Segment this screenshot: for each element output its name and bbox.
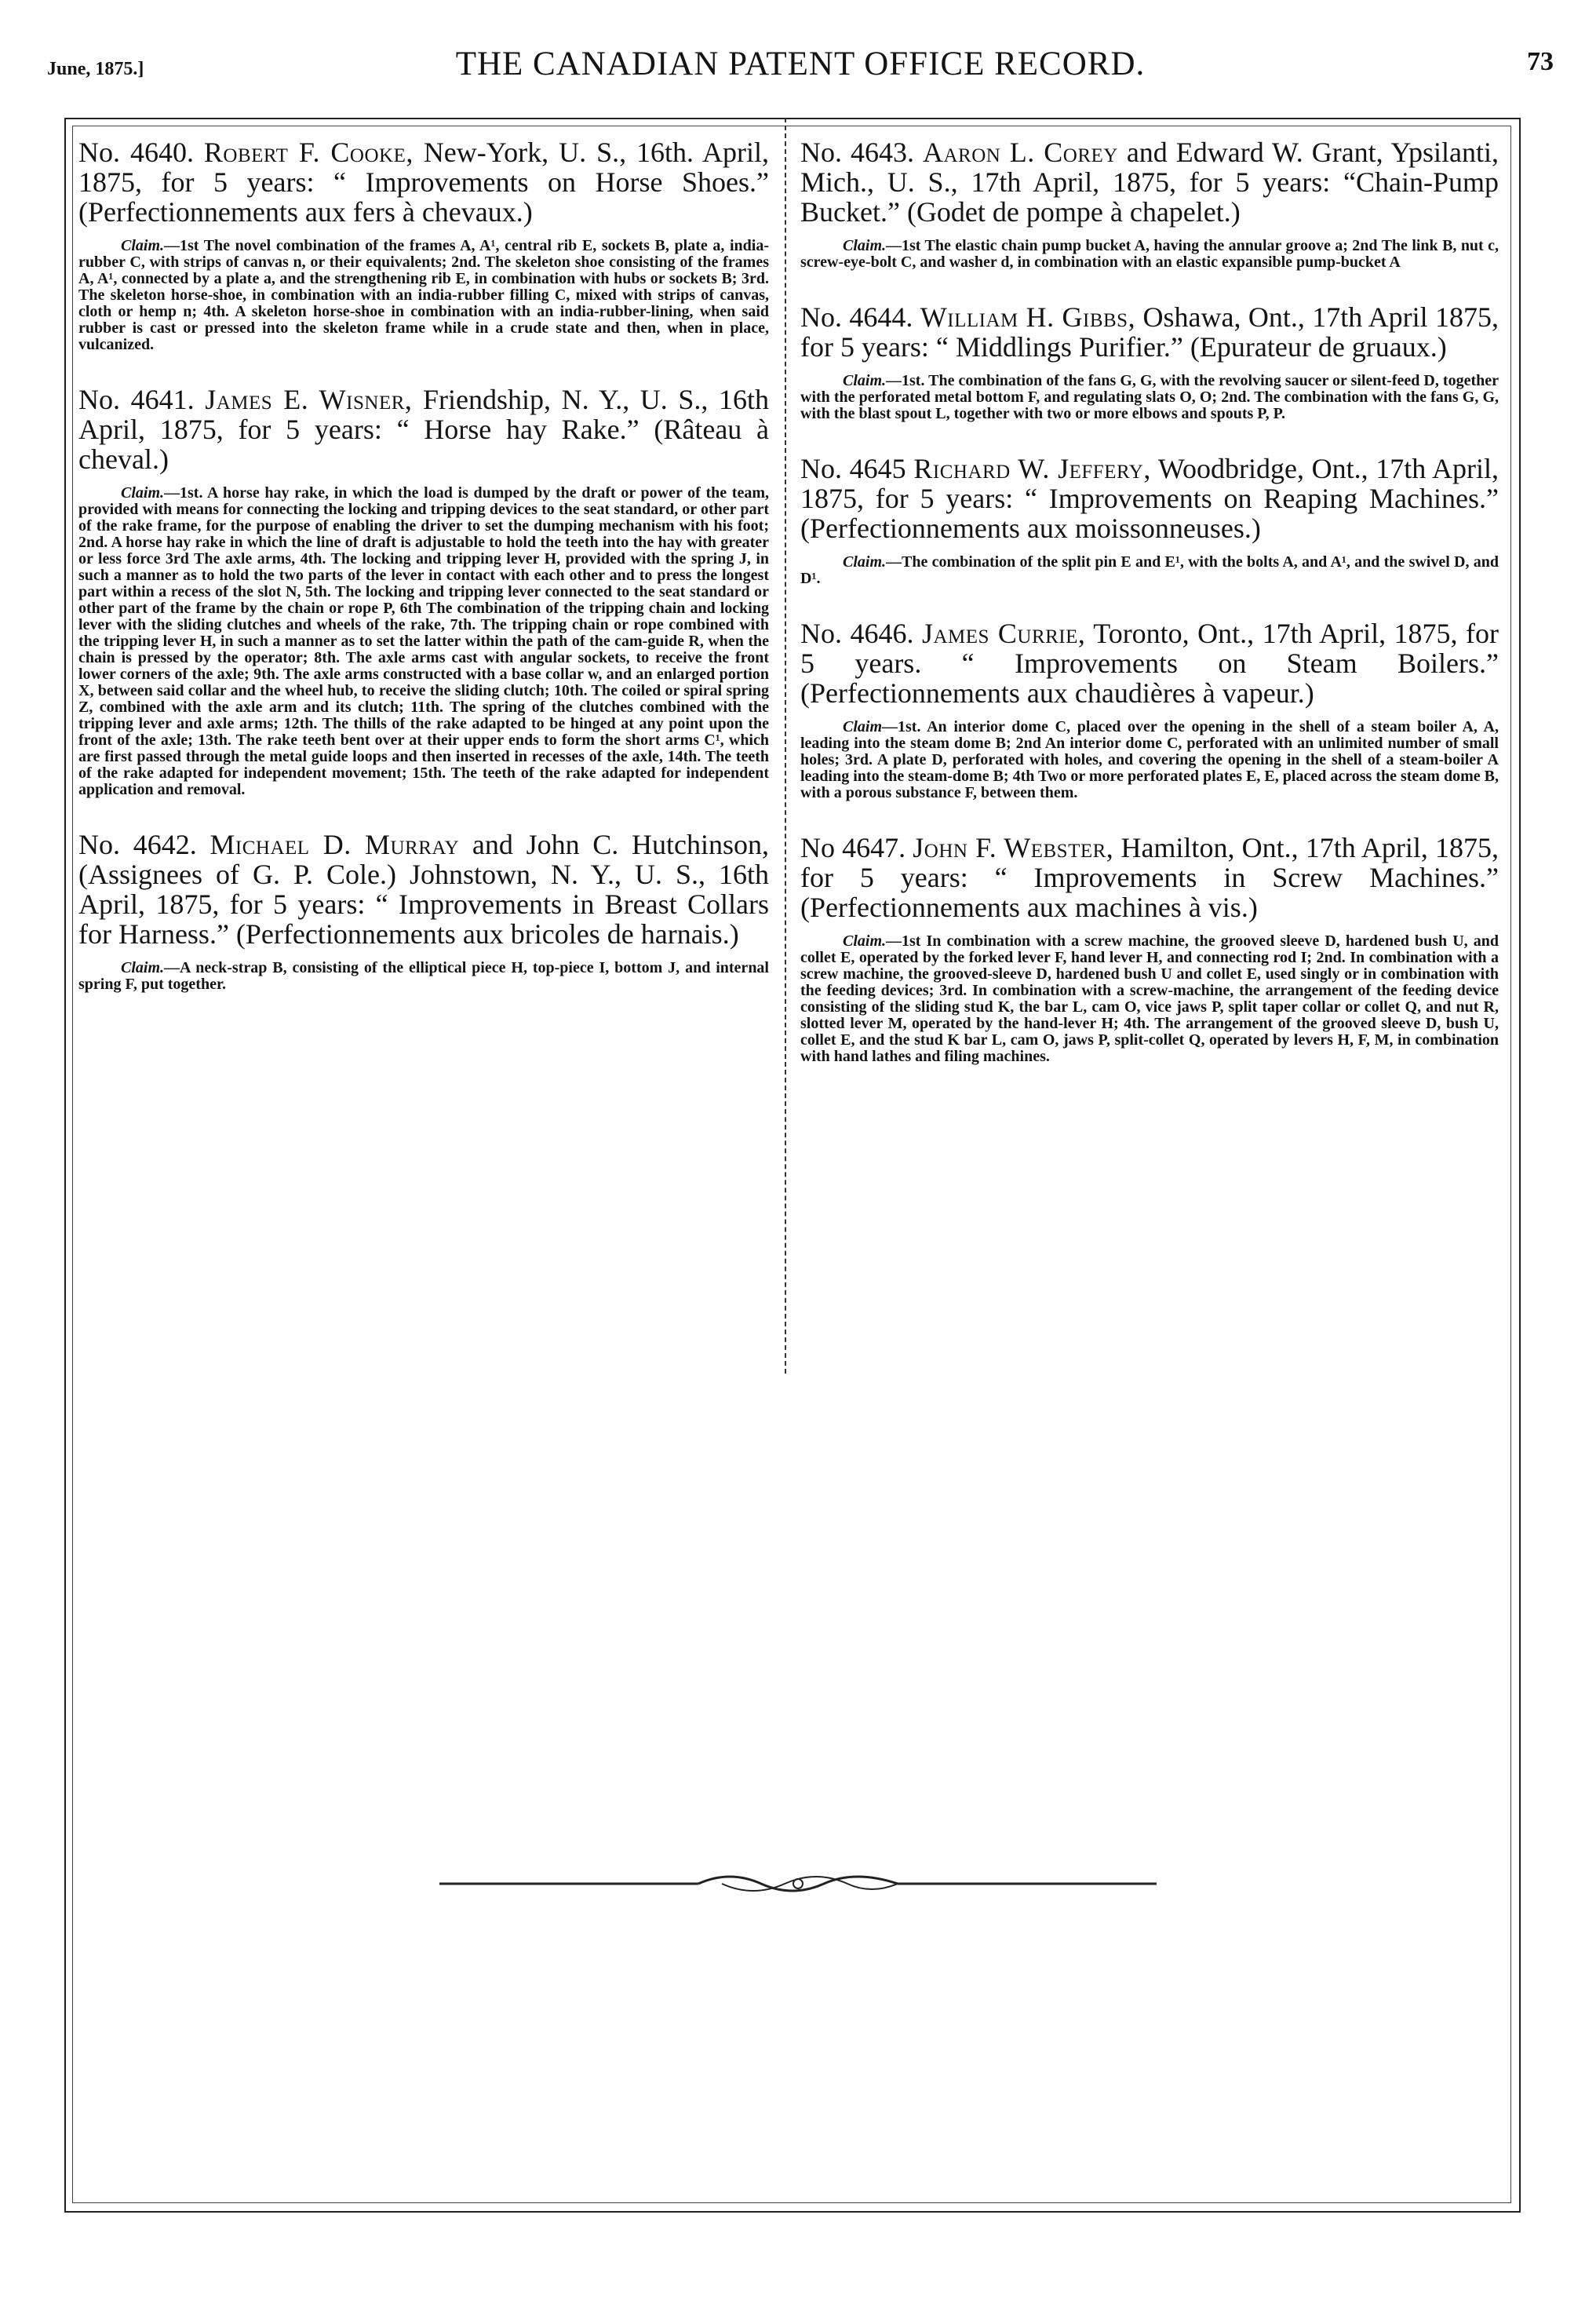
page-number: 73 [1527,47,1554,76]
claim-body: —1st. An interior dome C, placed over the opening in the shell of a steam boiler A, A, leading into the steam dome B; 2nd An interior dome C, perforated with an unlimited number of small holes; 3rd. A plate D, perforated with holes, and covering the opening in the shell of a steam-boiler A leading into the steam-dome B; 4th Two or more perforated plates E, E, placed across the steam dome B, with a porous substance F, between them. [800,718,1499,801]
patent-entry-4641 [78,385,769,798]
patent-entry-4643 [800,137,1499,271]
patent-entry-4640 [78,137,769,353]
inventor-name: James E. Wisner, [205,384,413,415]
claim-body: —1st. The combination of the fans G, G, with the revolving saucer or silent-feed D, together with the perforated metal bottom F, and regulating slats O, O; 2nd. The combination with the fans G, G, with the blast spout L, together with two or more elbows and spouts P, P. [800,372,1499,422]
patent-number: No. 4646. [800,618,914,649]
patent-number: No. 4644. [800,301,913,333]
patent-number: No. 4641. [78,384,195,415]
claim-body: —1st The elastic chain pump bucket A, having the annular groove a; 2nd The link B, nut c, screw-eye-bolt C, and washer d, in combination with an elastic expansible pump-bucket A [800,237,1499,271]
journal-title: THE CANADIAN PATENT OFFICE RECORD. [455,46,1146,82]
column-divider [785,118,786,1374]
claim-text [800,238,1499,271]
patent-entry-4645 [800,454,1499,587]
patent-entry-4644 [800,302,1499,422]
patent-details: Hamilton, Ont., 17th April, 1875, for 5 years: “ Improvements in Screw Machines.” (Perfectionnements aux machines à vis.) [800,832,1499,923]
claim-text [800,554,1499,587]
patent-details: Toronto, Ont., 17th April, 1875, for 5 years. “ Improvements on Steam Boilers.” (Perfectionnements aux chaudières à vapeur.) [800,618,1499,709]
claim-label: Claim. [843,932,887,950]
entry-heading [800,618,1499,708]
patent-entry-4647 [800,833,1499,1065]
patent-number: No 4647. [800,832,906,863]
patent-details: Oshawa, Ont., 17th April 1875, for 5 years: “ Middlings Purifier.” (Epurateur de gruaux.) [800,301,1499,363]
patent-entry-4646 [800,618,1499,801]
claim-label: Claim. [843,372,887,389]
ornamental-divider-icon [439,1866,1157,1898]
inventor-name: Richard W. Jeffery, [913,453,1151,484]
entry-heading [78,830,769,949]
claim-body: —1st. A horse hay rake, in which the load is dumped by the draft or power of the team, provided with means for connecting the locking and tripping devices to the seat standard, or other part of the rake frame, for the purpose of enabling the driver to set the dumping mechanism with his foot; 2nd. A horse hay rake in which the line of draft is adjustable to hold the teeth into the hay with greater or less force 3rd The axle arms, 4th. The locking and tripping lever H, provided with the spring J, in such a manner as to hold the two parts of the lever in contact with each other and to press the longest part within a recess of the slot N, 5th. The locking and tripping lever connected to the seat standard or other part of the frame by the chain or rope P, 6th The combination of the tripping chain and locking lever with the sliding clutches and wheels of the rake, 7th. The tripping chain or rope combined with the tripping lever H, in such a manner as to set the latter within the path of the cam-guide R, when the chain is pressed by the operator; 8th. The axle arms cast with angular sockets, to receive the front lower corners of the axle; 9th. The axle arms constructed with a base collar w, and an enlarged portion X, between said collar and the wheel hub, to receive the sliding clutch; 10th. The coiled or spiral spring Z, combined with the axle arm and its clutch; 11th. The spring of the clutches combined with the tripping lever and axle arms; 12th. The thills of the rake adapted to be hinged at any point upon the front of the axle; 13th. The rake teeth bent over at their upper ends to form the short arms C¹, which are first passed through the metal guide loops and then inserted in recesses of the axle, 14th. The teeth of the rake adapted for independent movement; 15th. The teeth of the rake adapted for independent application and removal. [78,484,769,798]
claim-text [800,719,1499,801]
patent-details: and John C. Hutchinson, (Assignees of G. P. Cole.) Johnstown, N. Y., U. S., 16th April, 1875, for 5 years: “ Improvements in Breast Collars for Harness.” (Perfectionnements aux bricoles de harnais.) [78,829,769,950]
claim-label: Claim. [121,484,165,502]
claim-text [800,373,1499,422]
running-head [47,43,1554,90]
inventor-name: Robert F. Cooke, [203,137,414,168]
claim-label: Claim. [121,237,165,254]
left-column [78,137,769,1024]
patent-details: and Edward W. Grant, Ypsilanti, Mich., U. S., 17th April, 1875, for 5 years: “Chain-Pump Bucket.” (Godet de pompe à chapelet.) [800,137,1499,228]
patent-details: New-York, U. S., 16th. April, 1875, for 5 years: “ Improvements on Horse Shoes.” (Perfectionnements aux fers à chevaux.) [78,137,769,228]
entry-heading [78,385,769,474]
entry-heading [78,137,769,227]
claim-body: —1st In combination with a screw machine, the grooved sleeve D, hardened bush U, and collet E, operated by the forked lever F, hand lever H, and connecting rod I; 2nd. In combination with a screw machine, the grooved-sleeve D, hardened bush U and collet E, used singly or in combination with the feeding devices; 3rd. In combination with a screw-machine, the arrangement of the feeding device consisting of the sliding stud K, the bar L, cam O, vice jaws P, split taper collar or collet Q, and nut R, slotted lever M, operated by the hand-lever H; 4th. The arrangement of the grooved sleeve D, bush U, collet E, and the stud K bar L, cam O, jaws P, split-collet Q, operated by levers H, F, M, in combination with hand lathes and filing machines. [800,932,1499,1065]
claim-text [78,238,769,353]
claim-body: —1st The novel combination of the frames A, A¹, central rib E, sockets B, plate a, india-rubber C, with strips of canvas n, or their equivalents; 2nd. The skeleton shoe consisting of the frames A, A¹, connected by a plate a, and the strengthening rib E, in combination with hubs or sockets B; 3rd. The skeleton horse-shoe, in combination with an india-rubber filling C, mixed with strips of canvas, cloth or hemp n; 4th. A skeleton horse-shoe in combination with an india-rubber-lining, when said rubber is cast or pressed into the skeleton frame while in a crude state and then, when in place, vulcanized. [78,237,769,353]
entry-heading [800,302,1499,362]
claim-text [800,933,1499,1065]
patent-number: No. 4645 [800,453,906,484]
patent-details: Friendship, N. Y., U. S., 16th April, 1875, for 5 years: “ Horse hay Rake.” (Râteau à cheval.) [78,384,769,475]
claim-text [78,485,769,798]
inventor-name: Aaron L. Corey [922,137,1118,168]
claim-text [78,960,769,993]
patent-number: No. 4643. [800,137,914,168]
claim-label: Claim. [843,553,887,571]
inventor-name: Michael D. Murray [210,829,460,860]
entry-heading [800,454,1499,543]
patent-details: Woodbridge, Ont., 17th April, 1875, for 5 years: “ Improvements on Reaping Machines.” (Perfectionnements aux moissonneuses.) [800,453,1499,544]
entry-heading [800,137,1499,227]
patent-entry-4642 [78,830,769,993]
claim-label: Claim. [121,959,165,976]
right-column [800,137,1499,1096]
patent-number: No. 4642. [78,829,197,860]
inventor-name: James Currie, [921,618,1086,649]
claim-label: Claim [843,718,883,735]
inventor-name: William H. Gibbs, [920,301,1136,333]
patent-number: No. 4640. [78,137,194,168]
inventor-name: John F. Webster, [913,832,1114,863]
claim-body: —The combination of the split pin E and E¹, with the bolts A, and A¹, and the swivel D, and D¹. [800,553,1499,587]
entry-heading [800,833,1499,922]
claim-body: —A neck-strap B, consisting of the elliptical piece H, top-piece I, bottom J, and internal spring F, put together. [78,959,769,993]
issue-date: June, 1875.] [47,59,144,79]
claim-label: Claim. [843,237,887,254]
